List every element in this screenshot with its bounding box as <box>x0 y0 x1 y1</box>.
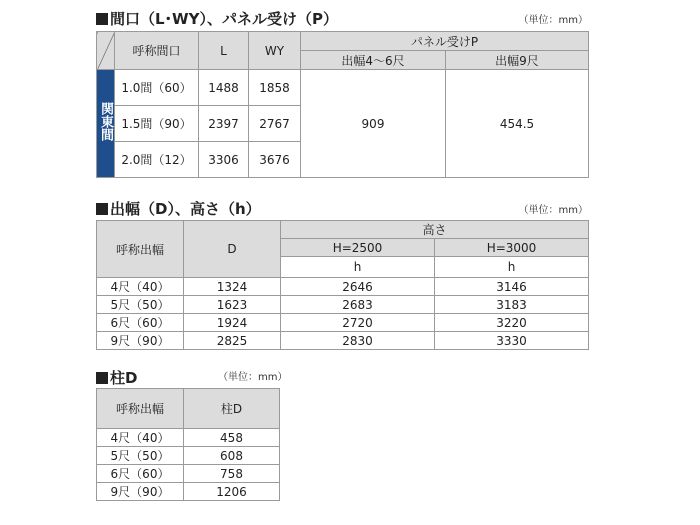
col-header-span-name: 呼称間口 <box>115 32 199 70</box>
cell-l: 1488 <box>199 70 249 106</box>
cell-d: 1924 <box>184 314 281 332</box>
table-row <box>97 429 280 447</box>
cell-post-d: 758 <box>184 465 280 483</box>
table-row <box>97 278 589 296</box>
col-header-depth-name: 呼称出幅 <box>97 221 184 278</box>
cell-d: 1623 <box>184 296 281 314</box>
cell-l: 2397 <box>199 106 249 142</box>
cell-d: 2825 <box>184 332 281 350</box>
cell-h2500: 2646 <box>281 278 435 296</box>
table-depth-height <box>96 220 589 350</box>
section1-title <box>96 10 338 28</box>
section2-title <box>96 200 261 218</box>
region-label-text: 関東間 <box>98 102 113 141</box>
cell-post-d: 608 <box>184 447 280 465</box>
col-header-wy: WY <box>249 32 301 70</box>
cell-d: 1324 <box>184 278 281 296</box>
section1-unit: （単位：mm） <box>518 15 588 26</box>
col-header-depth-4-6: 出幅4～6尺 <box>301 51 446 70</box>
square-bullet-icon <box>96 203 108 215</box>
col-header-h2500: H=2500 <box>281 239 435 257</box>
section3-title-text: 柱D <box>110 369 138 387</box>
col-header-h3000: H=3000 <box>435 239 589 257</box>
row-name: 6尺（60） <box>97 465 184 483</box>
cell-post-d: 1206 <box>184 483 280 501</box>
cell-panel-9: 454.5 <box>446 70 589 178</box>
cell-l: 3306 <box>199 142 249 178</box>
row-name: 6尺（60） <box>97 314 184 332</box>
section2-unit: （単位：mm） <box>518 205 588 216</box>
col-header-h-sub: h <box>281 257 435 278</box>
col-header-depth-9: 出幅9尺 <box>446 51 589 70</box>
square-bullet-icon <box>96 372 108 384</box>
table-row <box>97 465 280 483</box>
row-name: 9尺（90） <box>97 483 184 501</box>
cell-wy: 1858 <box>249 70 301 106</box>
cell-h2500: 2683 <box>281 296 435 314</box>
col-header-depth-name: 呼称出幅 <box>97 389 184 429</box>
table-post <box>96 388 280 501</box>
col-header-height: 高さ <box>281 221 589 239</box>
cell-h3000: 3330 <box>435 332 589 350</box>
section2-title-text: 出幅（D）、高さ（h） <box>110 200 261 218</box>
table-row <box>97 447 280 465</box>
col-header-panel: パネル受けP <box>301 32 589 51</box>
cell-h2500: 2830 <box>281 332 435 350</box>
row-name: 2.0間（12） <box>115 142 199 178</box>
cell-h3000: 3146 <box>435 278 589 296</box>
section1-title-text: 間口（L･WY）、パネル受け（P） <box>110 10 338 28</box>
cell-post-d: 458 <box>184 429 280 447</box>
diagonal-corner-cell <box>97 32 115 70</box>
col-header-d: D <box>184 221 281 278</box>
col-header-l: L <box>199 32 249 70</box>
square-bullet-icon <box>96 13 108 25</box>
row-name: 1.5間（90） <box>115 106 199 142</box>
cell-wy: 3676 <box>249 142 301 178</box>
table-row <box>97 483 280 501</box>
row-name: 9尺（90） <box>97 332 184 350</box>
cell-panel-4-6: 909 <box>301 70 446 178</box>
section3-title <box>96 369 137 387</box>
cell-wy: 2767 <box>249 106 301 142</box>
cell-h2500: 2720 <box>281 314 435 332</box>
cell-h3000: 3183 <box>435 296 589 314</box>
row-name: 5尺（50） <box>97 447 184 465</box>
section3-unit: （単位：mm） <box>218 372 288 383</box>
table-row <box>97 70 589 106</box>
table-span-panel <box>96 31 589 178</box>
table-row <box>97 314 589 332</box>
row-name: 4尺（40） <box>97 429 184 447</box>
region-label-kantoma <box>97 70 115 178</box>
table-row <box>97 296 589 314</box>
cell-h3000: 3220 <box>435 314 589 332</box>
row-name: 4尺（40） <box>97 278 184 296</box>
row-name: 5尺（50） <box>97 296 184 314</box>
col-header-post-d: 柱D <box>184 389 280 429</box>
col-header-h-sub: h <box>435 257 589 278</box>
row-name: 1.0間（60） <box>115 70 199 106</box>
table-row <box>97 332 589 350</box>
